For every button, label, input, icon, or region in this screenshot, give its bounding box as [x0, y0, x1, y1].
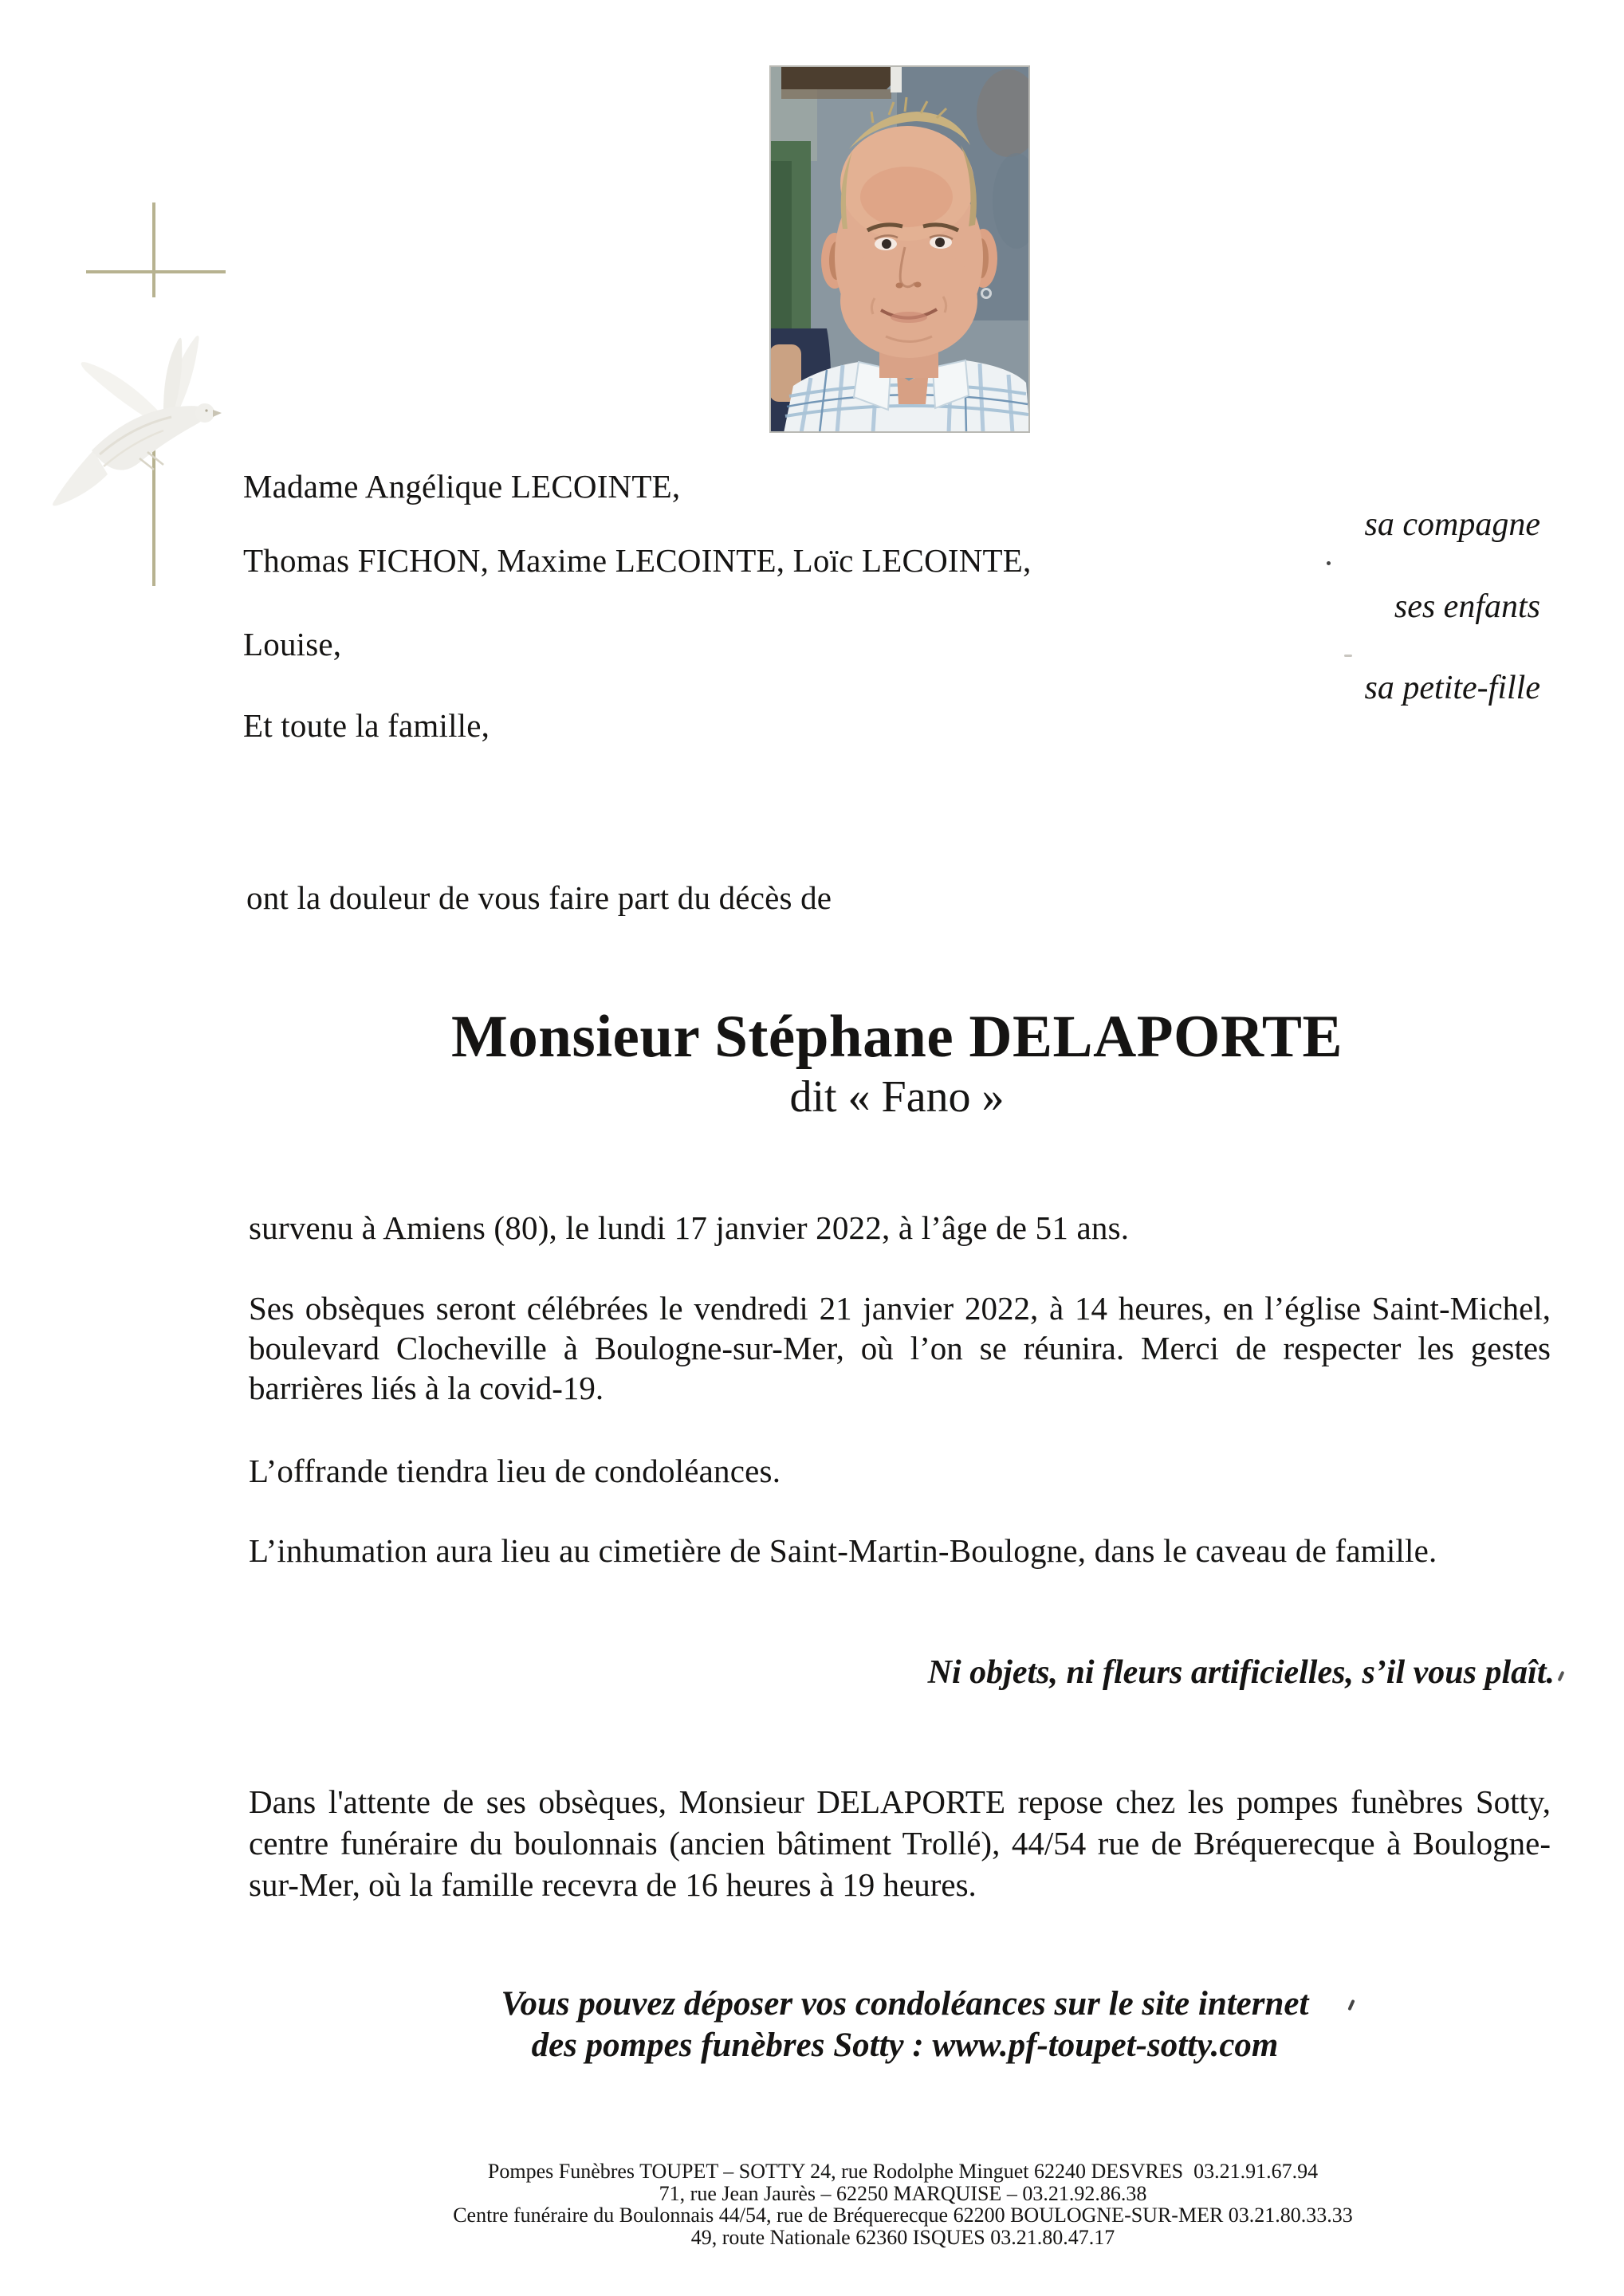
death-details: survenu à Amiens (80), le lundi 17 janvier 2022, à l’âge de 51 ans. [249, 1209, 1130, 1246]
footer-address-line: 49, route Nationale 62360 ISQUES 03.21.80.47.17 [690, 2225, 1115, 2249]
cross-icon [86, 270, 226, 273]
condolences-website-line: des pompes funèbres Sotty : www.pf-toupet-sotty.com [531, 2027, 1279, 2064]
no-flowers-notice: Ni objets, ni fleurs artificielles, s’il vous plaît. [927, 1654, 1555, 1691]
funeral-home-footer [247, 2160, 1559, 2248]
relation-label: sa petite-fille [1364, 670, 1540, 706]
family-member-line: Et toute la famille, [243, 707, 490, 744]
family-member-line: Louise, [243, 626, 342, 662]
footer-address-line: 71, rue Jean Jaurès – 62250 MARQUISE – 03.21.92.86.38 [659, 2181, 1147, 2205]
deceased-nickname: dit « Fano » [789, 1072, 1005, 1122]
scan-artifact [1558, 1671, 1565, 1682]
dove-icon [44, 331, 227, 518]
deceased-name: Monsieur Stéphane DELAPORTE [451, 1004, 1343, 1070]
relation-label: ses enfants [1394, 588, 1540, 625]
footer-address-line: Pompes Funèbres TOUPET – SOTTY 24, rue Rodolphe Minguet 62240 DESVRES 03.21.91.67.94 [487, 2160, 1319, 2183]
burial-line: L’inhumation aura lieu au cimetière de Saint-Martin-Boulogne, dans le caveau de famille. [249, 1532, 1437, 1569]
scan-artifact [1327, 561, 1331, 565]
announcement-intro: ont la douleur de vous faire part du décès de [246, 879, 832, 916]
cross-icon [152, 202, 155, 297]
condolences-website-block [247, 1983, 1563, 2066]
repose-paragraph: Dans l'attente de ses obsèques, Monsieur DELAPORTE repose chez les pompes funèbres Sotty, centre funéraire du boulonnais (ancien bâtiment Trollé), 44/54 rue de Bréquerecque à Boulogne-sur-Mer, où la famille recevra de 16 heures à 19 heures. [249, 1783, 1551, 1903]
offering-line: L’offrande tiendra lieu de condoléances. [249, 1453, 781, 1489]
condolences-line: Vous pouvez déposer vos condoléances sur le site internet [501, 1985, 1309, 2023]
footer-address-line: Centre funéraire du Boulonnais 44/54, rue de Bréquerecque 62200 BOULOGNE-SUR-MER 03.21.80.33.33 [453, 2204, 1353, 2227]
family-member-line: Thomas FICHON, Maxime LECOINTE, Loïc LECOINTE, [243, 542, 1032, 579]
deceased-photo [769, 65, 1030, 433]
scan-artifact [1344, 655, 1352, 657]
family-member-line: Madame Angélique LECOINTE, [243, 468, 681, 505]
ceremony-paragraph: Ses obsèques seront célébrées le vendredi 21 janvier 2022, à 14 heures, en l’église Saint-Michel, boulevard Clocheville à Boulogne-sur-Mer, où l’on se réunira. Merci de respecter les gestes barrières liés à la covid-19. [249, 1290, 1551, 1406]
relation-label: sa compagne [1364, 506, 1540, 543]
